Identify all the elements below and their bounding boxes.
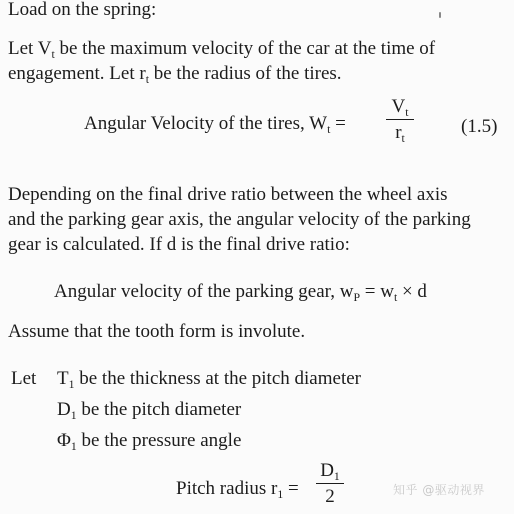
paragraph2-line-1: Depending on the final drive ratio between the wheel axis bbox=[8, 184, 448, 205]
fraction-bar bbox=[316, 483, 344, 484]
definitions-let: Let bbox=[11, 368, 37, 389]
scan-speck bbox=[439, 12, 441, 18]
equation-angular-velocity-parking-gear: Angular velocity of the parking gear, $w_P = w_t \times d$ bbox=[54, 281, 427, 304]
paragraph2-line-2: and the parking gear axis, the angular velocity of the parking bbox=[8, 209, 471, 230]
fraction-numerator: $V_t$ bbox=[391, 96, 409, 119]
fraction-numerator: $D_1$ bbox=[320, 460, 340, 483]
section-heading: Load on the spring: bbox=[8, 0, 157, 20]
fraction-denominator: $r_t$ bbox=[395, 122, 405, 145]
equation-pitch-radius: Pitch radius $r_1$ = bbox=[176, 478, 299, 501]
definition-pressure-angle: $\Phi_1$ be the pressure angle bbox=[57, 430, 242, 453]
definition-thickness: $T_1$ be the thickness at the pitch diameter bbox=[57, 368, 361, 391]
watermark: 知乎 @驱动视界 bbox=[393, 483, 485, 497]
paragraph2-line-3: gear is calculated. If d is the final drive ratio: bbox=[8, 234, 350, 255]
intro-line-1: Let $V_t$ be the maximum velocity of the car at the time of bbox=[8, 38, 436, 61]
fraction-denominator: 2 bbox=[325, 486, 335, 507]
fraction-d1-over-2 bbox=[316, 460, 344, 508]
intro-line-2: engagement. Let $r_t$ be the radius of the tires. bbox=[8, 63, 342, 86]
fraction-vt-over-rt bbox=[386, 96, 414, 144]
definition-pitch-diameter: $D_1$ be the pitch diameter bbox=[57, 399, 242, 422]
fraction-bar bbox=[386, 119, 414, 120]
equation-number: (1.5) bbox=[461, 116, 498, 137]
equation-angular-velocity-tires: Angular Velocity of the tires, $W_t$ = bbox=[84, 113, 346, 136]
assumption-line: Assume that the tooth form is involute. bbox=[8, 321, 306, 342]
